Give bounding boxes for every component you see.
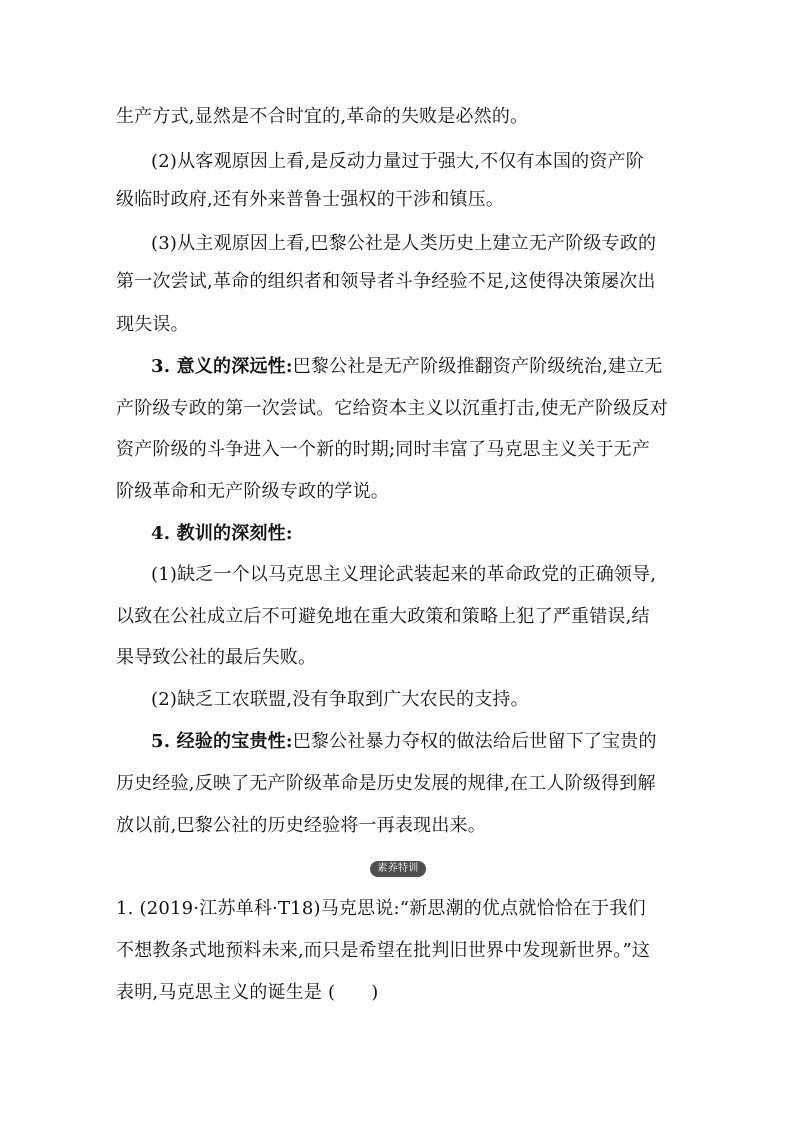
paragraph-line: (2)从客观原因上看,是反动力量过于强大,不仅有本国的资产阶 <box>151 151 644 172</box>
answer-open-paren: ( <box>328 982 336 1003</box>
section-heading: 4. 教训的深刻性: <box>151 523 293 544</box>
question-text: 表明,马克思主义的诞生是 <box>116 982 323 1003</box>
paragraph-line: (1)缺乏一个以马克思主义理论武装起来的革命政党的正确领导, <box>151 564 657 585</box>
paragraph-line: 级临时政府,还有外来普鲁士强权的干涉和镇压。 <box>116 189 505 210</box>
paragraph-line: 现失误。 <box>116 314 189 335</box>
paragraph-line: 果导致公社的最后失败。 <box>116 647 317 668</box>
section-text: 巴黎公社是无产阶级推翻资产阶级统治,建立无 <box>292 356 663 377</box>
section-heading: 3. 意义的深远性: <box>151 356 293 377</box>
section-text: 巴黎公社暴力夺权的做法给后世留下了宝贵的 <box>292 731 657 752</box>
paragraph-line: 放以前,巴黎公社的历史经验将一再表现出来。 <box>116 815 486 836</box>
paragraph-line: 生产方式,显然是不合时宜的,革命的失败是必然的。 <box>116 106 529 127</box>
training-badge: 素养特训 <box>370 861 426 877</box>
paragraph-line: (2)缺乏工农联盟,没有争取到广大农民的支持。 <box>151 689 529 710</box>
section-5-line <box>151 731 686 753</box>
paragraph-line: 资产阶级的斗争进入一个新的时期;同时丰富了马克思主义关于无产 <box>116 439 651 460</box>
paragraph-line: 阶级革命和无产阶级专政的学说。 <box>116 481 389 502</box>
paragraph-line: 历史经验,反映了无产阶级革命是历史发展的规律,在工人阶级得到解 <box>116 773 656 794</box>
question-line: 不想教条式地预料未来,而只是希望在批判旧世界中发现新世界。”这 <box>116 940 651 961</box>
section-3-line <box>151 356 686 378</box>
paragraph-line: 第一次尝试,革命的组织者和领导者斗争经验不足,这使得决策屡次出 <box>116 271 656 292</box>
section-heading: 5. 经验的宝贵性: <box>151 731 293 752</box>
paragraph-line: 产阶级专政的第一次尝试。它给资本主义以沉重打击,使无产阶级反对 <box>116 398 668 419</box>
question-line <box>116 982 686 1004</box>
paragraph-line: (3)从主观原因上看,巴黎公社是人类历史上建立无产阶级专政的 <box>151 233 657 254</box>
question-line: 1. (2019·江苏单科·T18)马克思说:“新思潮的优点就恰恰在于我们 <box>116 898 646 919</box>
answer-close-paren: ) <box>371 982 379 1003</box>
paragraph-line: 以致在公社成立后不可避免地在重大政策和策略上犯了严重错误,结 <box>116 606 650 627</box>
